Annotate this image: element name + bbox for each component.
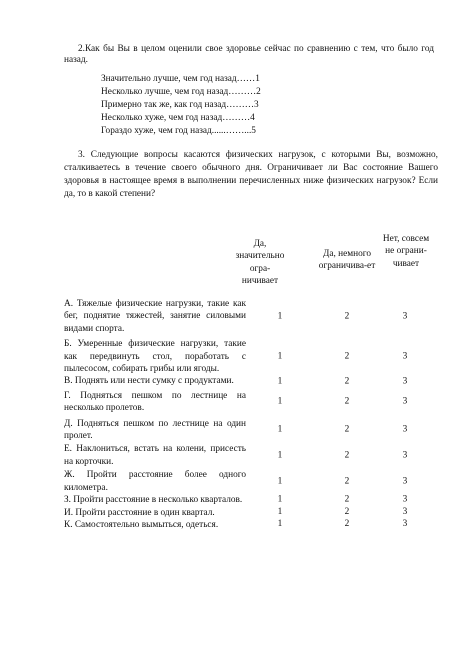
answer-code-1: 1 xyxy=(277,476,283,487)
answer-code-3: 3 xyxy=(402,351,408,362)
answer-code-2: 2 xyxy=(344,476,350,487)
answer-option-text: Несколько хуже, чем год назад xyxy=(101,113,223,123)
answer-option-dots: ……… xyxy=(226,100,255,110)
activity-label: В. Поднять или нести сумку с продуктами. xyxy=(64,376,234,387)
question-2-options xyxy=(101,73,296,138)
answer-code-2: 2 xyxy=(344,518,350,529)
activity-row xyxy=(64,418,459,443)
answer-code-3: 3 xyxy=(402,476,408,487)
answer-option xyxy=(101,86,296,99)
answer-code-2: 2 xyxy=(344,351,350,362)
answer-code-1: 1 xyxy=(277,351,283,362)
answer-option xyxy=(101,73,296,86)
answer-code-1: 1 xyxy=(277,311,283,322)
answer-option-text: Примерно так же, как год назад xyxy=(101,100,227,110)
column-header-yes-significantly: Да, значительно огра-ничивает xyxy=(235,239,285,286)
activity-row xyxy=(64,443,459,468)
answer-option-code: 3 xyxy=(254,100,259,110)
activity-label: З. Пройти расстояние в несколько кварталов. xyxy=(64,495,243,506)
answer-option-code: 5 xyxy=(251,126,256,136)
answer-code-1: 1 xyxy=(277,506,283,517)
activity-row xyxy=(64,519,459,531)
activity-label: К. Самостоятельно вымыться, одеться. xyxy=(64,519,219,530)
answer-code-1: 1 xyxy=(277,376,283,387)
activity-row xyxy=(64,507,459,519)
answer-code-2: 2 xyxy=(344,450,350,461)
column-header-not-at-all: Нет, совсем не ограни-чивает xyxy=(382,234,430,269)
answer-code-2: 2 xyxy=(344,311,350,322)
answer-code-1: 1 xyxy=(277,494,283,505)
activity-row xyxy=(64,494,459,506)
activity-label: И. Пройти расстояние в один квартал. xyxy=(64,507,215,518)
answer-code-2: 2 xyxy=(344,494,350,505)
answer-option-dots: ……… xyxy=(222,113,251,123)
activity-label: Г. Подняться пешком по лестнице на несколько пролетов. xyxy=(64,390,246,414)
answer-option-dots: ……… xyxy=(228,87,257,97)
answer-option-text: Гораздо хуже, чем год назад xyxy=(101,126,212,136)
activity-label: А. Тяжелые физические нагрузки, такие как бег, поднятие тяжестей, занятие силовыми видами спорта. xyxy=(64,299,246,334)
answer-code-1: 1 xyxy=(277,518,283,529)
answer-code-2: 2 xyxy=(344,376,350,387)
answer-code-3: 3 xyxy=(402,311,408,322)
answer-code-2: 2 xyxy=(344,506,350,517)
answer-code-3: 3 xyxy=(402,494,408,505)
activity-label: Б. Умеренные физические нагрузки, такие как передвинуть стол, поработать с пылесосом, собирать грибы или ягоды. xyxy=(64,339,246,375)
activity-table xyxy=(64,298,459,531)
answer-option-text: Несколько лучше, чем год назад xyxy=(101,87,229,97)
activity-label: Е. Наклониться, встать на колени, присесть на корточки. xyxy=(64,444,246,467)
answer-code-3: 3 xyxy=(402,396,408,407)
answer-code-1: 1 xyxy=(277,396,283,407)
answer-code-3: 3 xyxy=(402,506,408,517)
activity-row xyxy=(64,390,459,415)
answer-code-1: 1 xyxy=(277,424,283,435)
answer-code-2: 2 xyxy=(344,424,350,435)
answer-option-code: 2 xyxy=(256,87,261,97)
answer-option-dots: …… xyxy=(236,74,256,84)
answer-option xyxy=(101,99,296,112)
activity-label: Ж. Пройти расстояние более одного километра. xyxy=(64,470,246,493)
answer-code-2: 2 xyxy=(344,396,350,407)
activity-row xyxy=(64,298,459,335)
question-2-heading: 2.Как бы Вы в целом оценили свое здоровье сейчас по сравнению с тем, что было год назад. xyxy=(64,44,434,65)
answer-code-1: 1 xyxy=(277,450,283,461)
answer-option xyxy=(101,112,296,125)
answer-option-text: Значительно лучше, чем год назад xyxy=(101,74,237,84)
answer-code-3: 3 xyxy=(402,518,408,529)
answer-code-3: 3 xyxy=(402,450,408,461)
activity-row xyxy=(64,338,459,375)
answer-option-dots: ......……... xyxy=(211,126,252,136)
question-3-heading: 3. Следующие вопросы касаются физических нагрузок, с которыми Вы, возможно, сталкиваетесь в течение своего обычного дня. Ограничивает ли Вас состояние Вашего здоровья в настоящее время в выполнении перечисленных ниже физических нагрузок? Если да, то в какой степени? xyxy=(64,150,438,199)
answer-code-3: 3 xyxy=(402,376,408,387)
activity-label: Д. Подняться пешком по лестнице на один пролет. xyxy=(64,418,246,442)
activity-row xyxy=(64,375,459,387)
answer-option xyxy=(101,125,296,138)
answer-option-code: 4 xyxy=(250,113,255,123)
activity-row xyxy=(64,469,459,494)
answer-code-3: 3 xyxy=(402,424,408,435)
answer-option-code: 1 xyxy=(255,74,260,84)
column-header-yes-slightly: Да, немного ограничива-ет xyxy=(318,249,376,272)
